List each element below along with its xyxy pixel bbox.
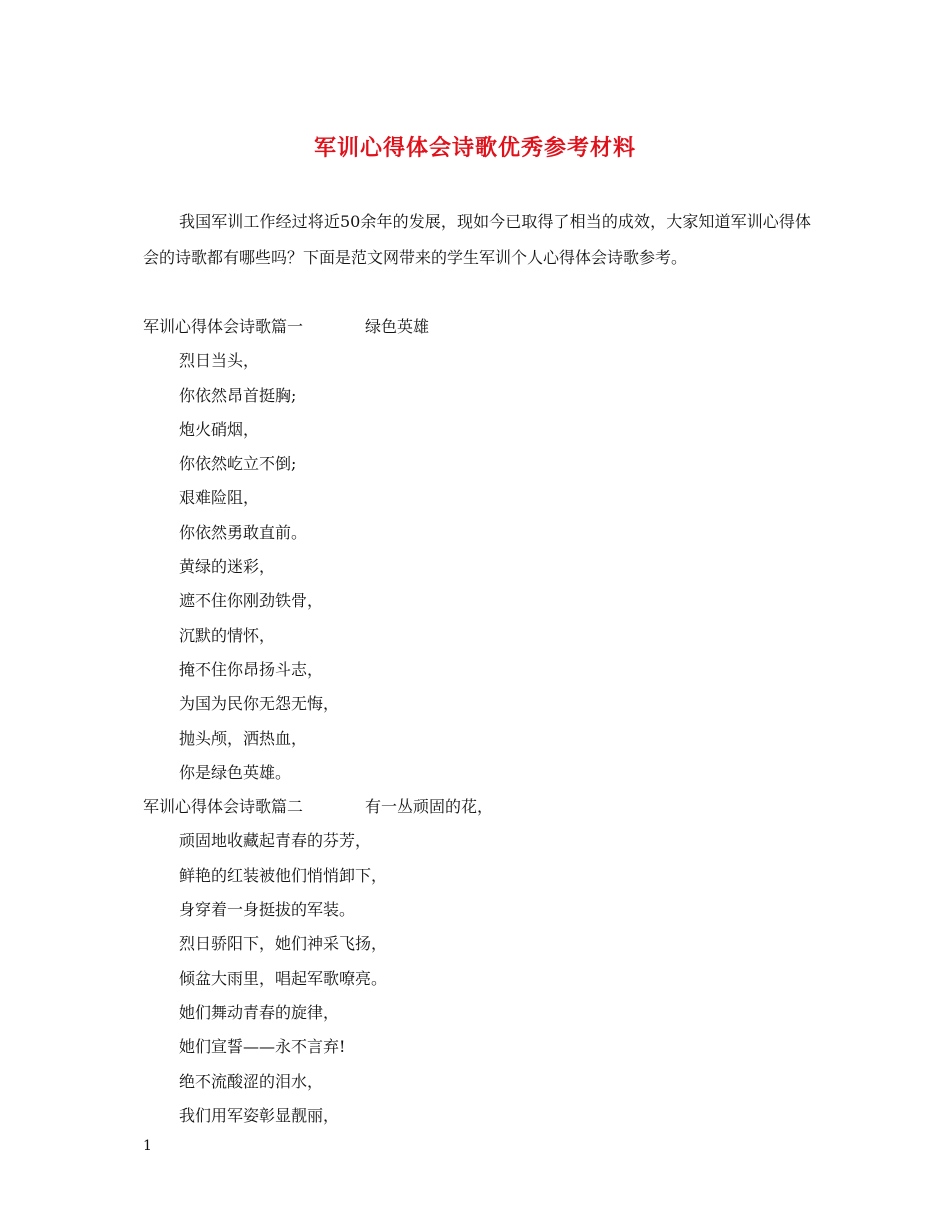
section-heading — [143, 790, 811, 824]
document-title: 军训心得体会诗歌优秀参考材料 — [313, 135, 636, 161]
section-heading — [143, 310, 811, 344]
page-number: 1 — [143, 1138, 152, 1154]
poem-line: 掩不住你昂扬斗志， — [179, 659, 324, 679]
poem-line: 她们舞动青春的旋律， — [179, 1002, 340, 1022]
section-subtitle: 有一丛顽固的花， — [365, 797, 494, 817]
section-heading-label: 军训心得体会诗歌篇一 — [143, 317, 304, 336]
poem-line: 艰难险阻， — [179, 488, 260, 508]
intro-paragraph: 我国军训工作经过将近50余年的发展，现如今已取得了相当的成效，大家知道军训心得体会的诗歌都有哪些吗？下面是范文网带来的学生军训个人心得体会诗歌参考。 — [143, 212, 811, 267]
poem-line: 烈日当头， — [179, 351, 260, 371]
poem-line: 鲜艳的红装被他们悄悄卸下， — [179, 865, 388, 885]
poem-line: 烈日骄阳下，她们神采飞扬， — [179, 934, 388, 954]
poem-line: 抛头颅，洒热血， — [179, 728, 308, 748]
poem-line: 顽固地收藏起青春的芬芳， — [179, 831, 372, 851]
poem-body — [143, 310, 811, 1133]
poem-line: 我们用军姿彰显靓丽， — [179, 1105, 340, 1125]
section-subtitle: 绿色英雄 — [365, 317, 430, 336]
poem-line: 炮火硝烟， — [179, 419, 260, 439]
poem-line: 遮不住你刚劲铁骨， — [179, 591, 324, 611]
poem-line: 你依然勇敢直前。 — [179, 522, 308, 542]
poem-line: 身穿着一身挺拔的军装。 — [179, 900, 356, 920]
poem-line: 为国为民你无怨无悔， — [179, 694, 340, 714]
poem-line: 你依然昂首挺胸; — [179, 385, 297, 405]
poem-line: 倾盆大雨里，唱起军歌嘹亮。 — [179, 968, 388, 988]
section-heading-label: 军训心得体会诗歌篇二 — [143, 797, 304, 817]
poem-line: 她们宣誓——永不言弃! — [179, 1037, 346, 1057]
poem-line: 沉默的情怀， — [179, 625, 276, 645]
poem-line: 你是绿色英雄。 — [179, 762, 292, 782]
poem-line: 绝不流酸涩的泪水， — [179, 1071, 324, 1091]
poem-line: 你依然屹立不倒; — [179, 454, 297, 474]
poem-line: 黄绿的迷彩， — [179, 557, 276, 577]
